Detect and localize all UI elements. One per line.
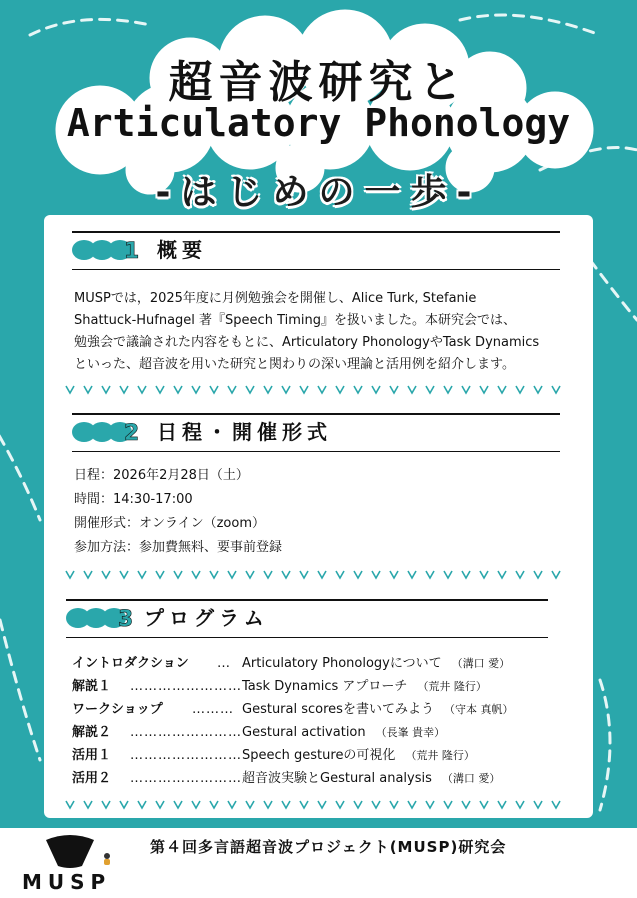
program-speaker: （荒井 隆行） [405, 749, 475, 762]
leader-dots: …………………… [130, 679, 242, 694]
program-speaker: （溝口 愛） [441, 772, 501, 785]
program-title: Gestural scoresを書いてみよう [242, 702, 434, 717]
program-title: Task Dynamics アプローチ [242, 679, 408, 694]
program-row [72, 653, 562, 675]
section-number: 1 [124, 239, 140, 263]
program-entry [242, 768, 500, 790]
program-entry [242, 745, 475, 767]
title-line-2: Articulatory Phonology [66, 101, 571, 145]
section-number-badge [72, 237, 142, 263]
wave-divider [64, 383, 574, 397]
program-entry [242, 699, 513, 721]
title-subtitle: -はじめの一歩- [155, 172, 482, 213]
program-row [72, 722, 562, 744]
program-label: 活用１ [72, 748, 112, 763]
program-label: 解説１ [72, 679, 112, 694]
program-speaker: （溝口 愛） [451, 657, 511, 670]
schedule-line: 開催形式：オンライン（zoom） [74, 516, 266, 531]
overview-text [74, 288, 564, 376]
section-program-header [66, 599, 548, 638]
program-title: Gestural activation [242, 725, 366, 740]
section-heading: 概要 [157, 238, 207, 262]
content-card [44, 215, 593, 818]
leader-dots: …………………… [130, 725, 242, 740]
small-figure-icon [100, 852, 114, 866]
schedule-text [74, 464, 564, 560]
overview-line: といった、超音波を用いた研究と関わりの深い理論と活用例を紹介します。 [74, 357, 515, 372]
leader-dots: …………………… [130, 748, 242, 763]
section-overview-header [72, 231, 560, 270]
program-row [72, 699, 562, 721]
section-heading: 日程・開催形式 [157, 420, 332, 444]
program-title: Speech gestureの可視化 [242, 748, 396, 763]
program-speaker: （守本 真帆） [443, 703, 514, 716]
program-label: イントロダクション [72, 656, 189, 671]
wave-divider [64, 798, 574, 812]
section-number: 2 [124, 421, 140, 445]
program-speaker: （長峯 貴幸） [375, 726, 446, 739]
overview-line: 勉強会で議論された内容をもとに、Articulatory PhonologyやTask Dynamics [74, 335, 540, 350]
musp-logo-text: MUSP [22, 870, 112, 894]
schedule-line: 日程：2026年2月28日（土） [74, 468, 249, 483]
program-entry [242, 676, 487, 698]
section-number-badge [66, 605, 136, 631]
program-label: ワークショップ [72, 702, 163, 717]
program-row [72, 768, 562, 790]
program-row [72, 676, 562, 698]
leader-dots: … [217, 656, 231, 671]
section-number-badge [72, 419, 142, 445]
overview-line: Shattuck-Hufnagel 著『Speech Timing』を扱いました。本研究会では、 [74, 313, 516, 328]
section-number: 3 [118, 607, 134, 631]
footer [0, 828, 637, 898]
program-speaker: （荒井 隆行） [417, 680, 487, 693]
leader-dots: …………………… [130, 771, 242, 786]
program-row [72, 745, 562, 767]
musp-fan-logo-icon [42, 832, 98, 868]
program-label: 解説２ [72, 725, 112, 740]
title-line-1: 超音波研究と [168, 57, 469, 108]
program-label: 活用２ [72, 771, 112, 786]
schedule-line: 時間：14:30-17:00 [74, 492, 193, 507]
section-heading: プログラム [144, 606, 269, 630]
leader-dots: ……… [192, 702, 234, 717]
program-title: Articulatory Phonologyについて [242, 656, 442, 671]
footer-title: 第４回多言語超音波プロジェクト(MUSP)研究会 [150, 838, 507, 856]
section-schedule-header [72, 413, 560, 452]
program-entry [242, 653, 510, 675]
wave-divider [64, 568, 574, 582]
program-entry [242, 722, 445, 744]
schedule-line: 参加方法：参加費無料、要事前登録 [74, 540, 283, 555]
overview-line: MUSPでは，2025年度に月例勉強会を開催し、Alice Turk, Stefanie [74, 291, 477, 306]
program-title: 超音波実験とGestural analysis [242, 771, 432, 786]
